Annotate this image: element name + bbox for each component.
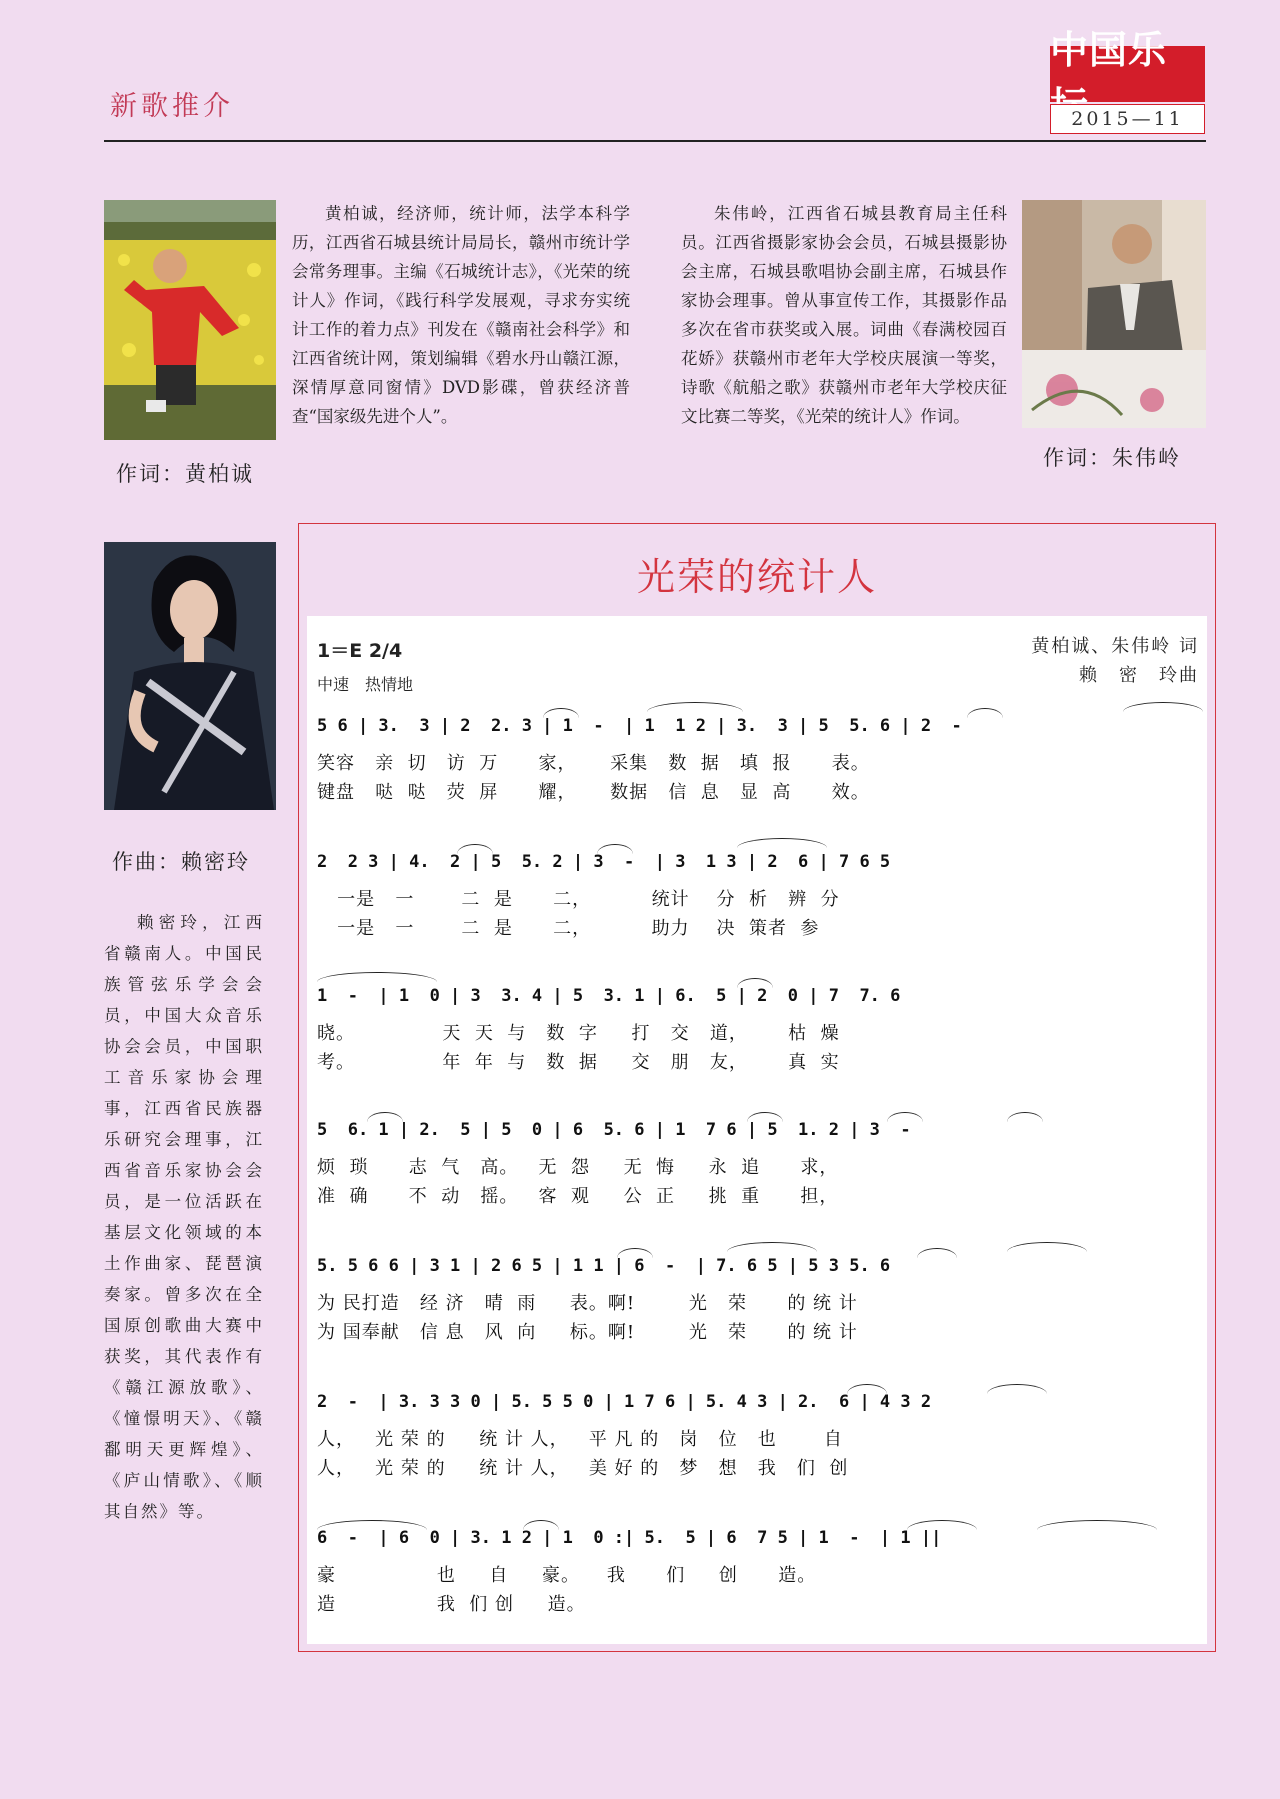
slur-arc [543,708,579,718]
slur-arc [617,1248,653,1258]
tie-arc [737,838,827,848]
lyricist1-caption: 作词：黄柏诚 [116,462,254,486]
tie-arc [1123,702,1203,712]
key-signature: 1＝E 2/4 [317,640,403,662]
tie-arc [1007,1242,1087,1252]
logo-text: 中国乐 [1050,46,1205,102]
slur-arc [847,1384,887,1394]
slur-arc [737,978,773,988]
slur-arc [747,1112,783,1122]
lyricist2-photo [1022,200,1206,428]
composer-bio: 赖密玲，江西省赣南人。中国民族管弦乐学会会员，中国大众音乐协会会员，中国职工音乐家协会理事，江西省民族器乐研究会理事，江西省音乐家协会会员，是一位活跃在基层文化领域的本土作曲家、琵琶演奏家。曾多次在全国原创歌曲大赛中获奖，其代表作有《赣江源放歌》、《憧憬明天》、《赣鄱明天更辉煌》、《庐山情歌》、《顺其自然》等。 [104,913,264,1521]
tie-arc [317,1520,427,1530]
system-4-notes: 5 6. 1 | 2. 5 | 5 0 | 6 5. 6 | 1 7 6 | 5 1. 2 | 3 - [317,1120,911,1140]
magazine-logo [1050,27,1205,136]
system-6-notes: 2 - | 3. 3 3 0 | 5. 5 5 0 | 1 7 6 | 5. 4 3 | 2. 6 | 4 3 2 [317,1392,932,1412]
lyricist2-bio: 朱伟岭，江西省石城县教育局主任科员。江西省摄影家协会会员，石城县摄影协会主席，石城县歌唱协会副主席，石城县作家协会理事。曾从事宣传工作，其摄影作品多次在省市获奖或入展。词曲《春满校园百花娇》获赣州市老年大学校庆展演一等奖，诗歌《航船之歌》获赣州市老年大学校庆征文比赛二等奖，《光荣的统计人》作词。 [681,204,1007,426]
system-1-notes: 5 6 | 3. 3 | 2 2. 3 | 1 - | 1 1 2 | 3. 3 | 5 5. 6 | 2 - [317,716,962,736]
issue-date: 2015—11 [1050,104,1205,134]
lyricists-credit: 黄柏诚、朱伟岭 词 [1031,636,1199,657]
system-4-lyrics-verse1: 烦 琐 志 气 高。 无 怨 无 悔 永 追 求， [317,1157,839,1178]
tempo-marking: 中速 热情地 [317,675,414,694]
system-3-lyrics-verse2: 考。 年 年 与 数 据 交 朋 友， 真 实 [317,1052,840,1073]
lyricist1-bio: 黄柏诚，经济师，统计师，法学本科学历，江西省石城县统计局局长，赣州市统计学会常务理事。主编《石城统计志》，《光荣的统计人》作词，《践行科学发展观，寻求夯实统计工作的着力点》刊发在《赣南社会科学》和江西省统计网，策划编辑《碧水丹山赣江源，深情厚意同窗情》DVD影碟，曾获经济普查“国家级先进个人”。 [292,204,630,426]
tie-arc [317,972,437,982]
composer-credit: 赖 密 玲曲 [1079,665,1199,686]
system-5-lyrics-verse2: 为 国奉献 信 息 风 向 标。啊! 光 荣 的 统 计 [317,1322,858,1343]
slur-arc [917,1248,957,1258]
composer-caption: 作曲：赖密玲 [112,850,250,874]
slur-arc [523,1520,559,1530]
slur-arc [457,844,493,854]
system-2-notes: 2 2 3 | 4. 2 | 5 5. 2 | 3 - | 3 1 3 | 2 6 | 7 6 5 [317,852,891,872]
system-7-lyrics-verse2: 造 我 们 创 造。 [317,1594,586,1615]
system-6-lyrics-verse1: 人， 光 荣 的 统 计 人， 平 凡 的 岗 位 也 自 [317,1429,843,1450]
system-5-notes: 5. 5 6 6 | 3 1 | 2 6 5 | 1 1 | 6 - | 7. 6 5 | 5 3 5. 6 [317,1256,891,1276]
slur-arc [907,1520,977,1530]
system-4-lyrics-verse2: 准 确 不 动 摇。 客 观 公 正 挑 重 担， [317,1186,839,1207]
score-frame [298,523,1216,1652]
score-paper [307,616,1207,1644]
system-7-notes: 6 - | 6 0 | 3. 1 2 | 1 0 :| 5. 5 | 6 7 5 | 1 - | 1 || [317,1528,942,1548]
system-5-lyrics-verse1: 为 民打造 经 济 晴 雨 表。啊! 光 荣 的 统 计 [317,1293,858,1314]
slur-arc [597,844,633,854]
header-rule [104,140,1206,142]
system-1-lyrics-verse2: 键盘 哒 哒 荧 屏 耀， 数据 信 息 显 高 效。 [317,782,870,803]
section-title: 新歌推介 [110,91,234,122]
composer-photo [104,542,276,810]
lyricist1-photo [104,200,276,440]
slur-arc [367,1112,403,1122]
system-1-lyrics-verse1: 笑容 亲 切 访 万 家， 采集 数 据 填 报 表。 [317,753,870,774]
system-3-notes: 1 - | 1 0 | 3 3. 4 | 5 3. 1 | 6. 5 | 2 0 | 7 7. 6 [317,986,901,1006]
system-6-lyrics-verse2: 人， 光 荣 的 统 计 人， 美 好 的 梦 想 我 们 创 [317,1458,849,1479]
song-title: 光荣的统计人 [636,555,877,599]
system-3-lyrics-verse1: 晓。 天 天 与 数 字 打 交 道， 枯 燥 [317,1023,840,1044]
system-7-lyrics-verse1: 豪 也 自 豪。 我 们 创 造。 [317,1565,817,1586]
slur-arc [1007,1112,1043,1122]
tie-arc [727,1242,817,1252]
tie-arc [1037,1520,1157,1530]
slur-arc [987,1384,1047,1394]
system-2-lyrics-verse2: 一是 一 二 是 二， 助力 决 策者 参 [317,918,820,939]
tie-arc [647,702,743,712]
slur-arc [887,1112,923,1122]
system-2-lyrics-verse1: 一是 一 二 是 二， 统计 分 析 辨 分 [317,889,840,910]
slur-arc [967,708,1003,718]
lyricist2-caption: 作词：朱伟岭 [1043,446,1181,470]
